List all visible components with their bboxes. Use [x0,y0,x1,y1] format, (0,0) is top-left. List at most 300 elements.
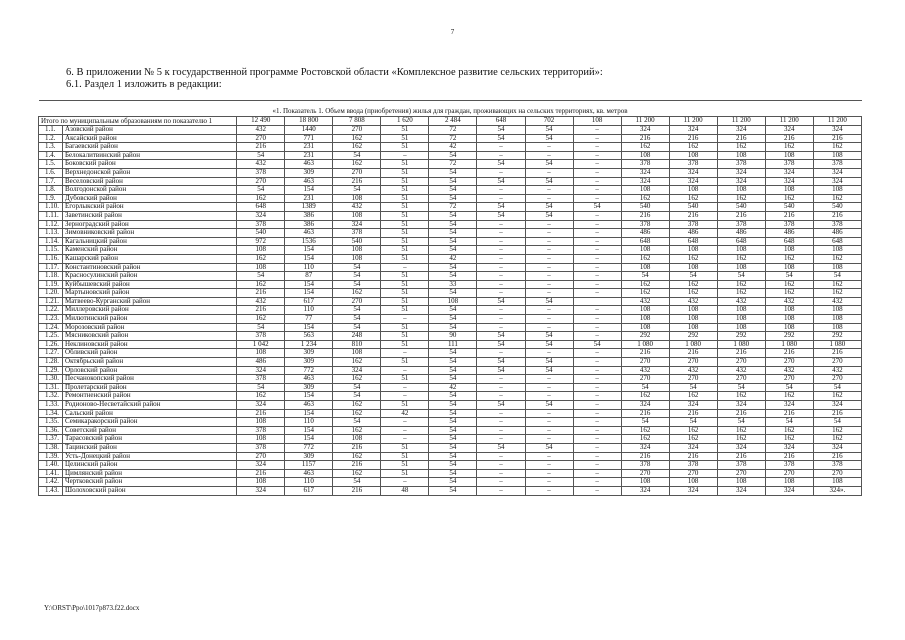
value-cell: 54 [477,443,525,452]
value-cell: 108 [717,323,765,332]
value-cell: 324 [621,443,669,452]
value-cell: – [381,478,429,487]
value-cell: 1 042 [237,340,285,349]
value-cell: 1 080 [813,340,861,349]
value-cell: 54 [669,418,717,427]
value-cell: 162 [621,194,669,203]
value-cell: – [381,263,429,272]
value-cell: 162 [813,289,861,298]
value-cell: – [573,168,621,177]
value-cell: 54 [429,323,477,332]
value-cell: 216 [717,409,765,418]
value-cell: 463 [285,469,333,478]
value-cell: – [525,478,573,487]
value-cell: 292 [717,332,765,341]
value-cell: 486 [621,229,669,238]
value-cell: 54 [525,134,573,143]
value-cell: 54 [333,306,381,315]
district-name: Целинский район [63,461,237,470]
value-cell: 51 [381,469,429,478]
district-name: Верхнедонской район [63,168,237,177]
value-cell: 432 [765,297,813,306]
value-cell: 216 [333,177,381,186]
value-cell: – [573,246,621,255]
value-cell: – [573,134,621,143]
value-cell: 162 [621,280,669,289]
row-number: 1.26. [39,340,63,349]
value-cell: – [477,478,525,487]
district-name: Шолоховский район [63,486,237,495]
value-cell: – [573,306,621,315]
value-cell: 154 [285,254,333,263]
value-cell: 463 [285,401,333,410]
district-name: Кашарский район [63,254,237,263]
value-cell: 162 [237,315,285,324]
value-cell: 54 [429,358,477,367]
value-cell: – [573,409,621,418]
table-row [39,340,862,349]
value-cell: 378 [717,461,765,470]
table-row [39,358,862,367]
value-cell: 110 [285,418,333,427]
value-cell: – [525,168,573,177]
value-cell: 108 [333,211,381,220]
value-cell: 108 [813,246,861,255]
value-cell: 432 [621,297,669,306]
value-cell: 324 [333,220,381,229]
total-cell: 7 808 [333,117,381,126]
value-cell: 54 [621,383,669,392]
value-cell: – [573,418,621,427]
value-cell: 54 [717,272,765,281]
value-cell: – [573,358,621,367]
value-cell: 108 [813,151,861,160]
value-cell: – [381,383,429,392]
value-cell: 108 [813,186,861,195]
table-row [39,151,862,160]
value-cell: – [525,280,573,289]
row-number: 1.33. [39,401,63,410]
value-cell: – [573,289,621,298]
value-cell: 108 [621,263,669,272]
value-cell: 216 [765,409,813,418]
table-row [39,246,862,255]
value-cell: 162 [717,254,765,263]
value-cell: 154 [285,280,333,289]
value-cell: 378 [765,461,813,470]
value-cell: 54 [429,315,477,324]
table-row [39,401,862,410]
value-cell: 270 [813,375,861,384]
table-row [39,418,862,427]
value-cell: 54 [333,280,381,289]
district-name: Кагальницкий район [63,237,237,246]
row-number: 1.38. [39,443,63,452]
value-cell: 432 [237,297,285,306]
value-cell: 54 [429,237,477,246]
value-cell: 54 [333,272,381,281]
value-cell: 54 [333,392,381,401]
table-row [39,323,862,332]
value-cell: 108 [669,263,717,272]
value-cell: 324 [237,401,285,410]
table-row [39,168,862,177]
value-cell: 54 [813,272,861,281]
value-cell: – [477,143,525,152]
value-cell: – [573,263,621,272]
value-cell: 51 [381,323,429,332]
value-cell: 324 [237,461,285,470]
value-cell: – [573,315,621,324]
value-cell: 270 [621,469,669,478]
district-name: Дубовский район [63,194,237,203]
value-cell: 1 080 [669,340,717,349]
total-cell: 11 200 [669,117,717,126]
table-row [39,254,862,263]
value-cell: 108 [765,323,813,332]
value-cell: 231 [285,194,333,203]
value-cell: – [573,349,621,358]
district-name: Зерноградский район [63,220,237,229]
district-name: Аксайский район [63,134,237,143]
value-cell: 378 [813,461,861,470]
value-cell: – [573,151,621,160]
value-cell: 108 [237,246,285,255]
value-cell: 162 [333,358,381,367]
row-number: 1.4. [39,151,63,160]
value-cell: 309 [285,452,333,461]
value-cell: 216 [669,452,717,461]
value-cell: – [525,237,573,246]
value-cell: 216 [621,211,669,220]
value-cell: 270 [813,358,861,367]
value-cell: 108 [813,323,861,332]
value-cell: 54 [429,194,477,203]
value-cell: 216 [717,349,765,358]
value-cell: – [477,486,525,495]
value-cell: 108 [669,315,717,324]
row-number: 1.9. [39,194,63,203]
value-cell: – [525,392,573,401]
value-cell: 54 [429,272,477,281]
value-cell: 972 [237,237,285,246]
value-cell: 324 [621,126,669,135]
value-cell: 51 [381,134,429,143]
value-cell: 54 [429,443,477,452]
value-cell: – [477,461,525,470]
value-cell: 54 [237,186,285,195]
value-cell: 51 [381,297,429,306]
indicator-table-wrap [38,100,862,496]
row-number: 1.35. [39,418,63,427]
value-cell: 1 234 [285,340,333,349]
value-cell: 270 [813,469,861,478]
value-cell: 54 [525,211,573,220]
value-cell: 486 [237,358,285,367]
value-cell: 33 [429,280,477,289]
value-cell: 162 [669,280,717,289]
value-cell: 54 [429,426,477,435]
value-cell: 162 [765,254,813,263]
footer-file-path: Y:\ORST\Ppo\1017p873.f22.docx [44,604,140,612]
value-cell: 51 [381,143,429,152]
value-cell: 54 [477,126,525,135]
value-cell: 324 [813,443,861,452]
value-cell: 54 [765,272,813,281]
value-cell: 378 [621,461,669,470]
value-cell: 72 [429,160,477,169]
row-number: 1.36. [39,426,63,435]
value-cell: 108 [813,263,861,272]
value-cell: 54 [333,263,381,272]
value-cell: 378 [669,220,717,229]
value-cell: 324 [669,486,717,495]
value-cell: 77 [285,315,333,324]
row-number: 1.40. [39,461,63,470]
value-cell: – [381,426,429,435]
value-cell: 54 [477,358,525,367]
value-cell: 54 [573,203,621,212]
value-cell: 162 [765,194,813,203]
value-cell: 309 [285,358,333,367]
value-cell: 54 [429,401,477,410]
value-cell: 42 [429,254,477,263]
value-cell: 324 [717,168,765,177]
value-cell: 54 [429,263,477,272]
value-cell: – [573,461,621,470]
row-number: 1.12. [39,220,63,229]
value-cell: 162 [669,435,717,444]
value-cell: 54 [477,134,525,143]
value-cell: 432 [813,297,861,306]
value-cell: 54 [525,366,573,375]
value-cell: 162 [333,409,381,418]
table-row [39,375,862,384]
value-cell: 108 [333,246,381,255]
value-cell: 270 [237,452,285,461]
value-cell: 51 [381,375,429,384]
value-cell: 486 [813,229,861,238]
value-cell: 270 [669,469,717,478]
value-cell: 162 [621,426,669,435]
value-cell: 51 [381,332,429,341]
value-cell: – [573,366,621,375]
district-name: Милютинский район [63,315,237,324]
district-name: Матвеево-Курганский район [63,297,237,306]
value-cell: 51 [381,229,429,238]
table-row [39,383,862,392]
value-cell: 378 [237,426,285,435]
value-cell: 216 [813,349,861,358]
district-name: Октябрьский район [63,358,237,367]
table-row [39,186,862,195]
table-row [39,297,862,306]
table-row [39,392,862,401]
value-cell: 162 [669,194,717,203]
row-number: 1.27. [39,349,63,358]
value-cell: 463 [285,229,333,238]
value-cell: – [477,435,525,444]
row-number: 1.6. [39,168,63,177]
value-cell: – [573,375,621,384]
value-cell: – [381,392,429,401]
value-cell: 216 [669,409,717,418]
value-cell: 324 [765,401,813,410]
total-cell: 1 620 [381,117,429,126]
total-cell: 2 484 [429,117,477,126]
value-cell: – [573,478,621,487]
value-cell: 648 [765,237,813,246]
value-cell: 108 [669,478,717,487]
value-cell: 162 [621,254,669,263]
district-name: Тацинский район [63,443,237,452]
value-cell: 324 [669,126,717,135]
value-cell: 162 [669,289,717,298]
value-cell: 54 [525,177,573,186]
value-cell: – [525,461,573,470]
table-caption: «1. Показатель 1. Объем ввода (приобретения) жилья для граждан, проживающих на сельских территориях, кв. метров [39,105,862,117]
value-cell: 378 [237,220,285,229]
value-cell: 54 [477,177,525,186]
value-cell: 540 [237,229,285,238]
row-number: 1.25. [39,332,63,341]
value-cell: 162 [717,280,765,289]
value-cell: 540 [765,203,813,212]
value-cell: 292 [669,332,717,341]
value-cell: 108 [669,323,717,332]
value-cell: 324 [669,177,717,186]
value-cell: – [477,426,525,435]
value-cell: 51 [381,280,429,289]
value-cell: 270 [621,358,669,367]
value-cell: 42 [429,383,477,392]
value-cell: 386 [285,211,333,220]
value-cell: 54 [621,272,669,281]
district-name: Красносулинский район [63,272,237,281]
value-cell: 540 [621,203,669,212]
value-cell: 324 [717,401,765,410]
value-cell: – [525,263,573,272]
value-cell: 108 [717,315,765,324]
value-cell: 463 [285,177,333,186]
table-row [39,426,862,435]
row-number: 1.17. [39,263,63,272]
value-cell: – [477,409,525,418]
value-cell: – [477,151,525,160]
value-cell: 108 [621,306,669,315]
value-cell: – [525,452,573,461]
value-cell: 51 [381,306,429,315]
value-cell: 324 [237,366,285,375]
value-cell: – [573,435,621,444]
row-number: 1.43. [39,486,63,495]
value-cell: 162 [621,392,669,401]
table-row [39,435,862,444]
value-cell: 154 [285,246,333,255]
value-cell: 72 [429,203,477,212]
value-cell: 324 [669,443,717,452]
value-cell: 432 [765,366,813,375]
value-cell: 51 [381,194,429,203]
value-cell: 54 [525,332,573,341]
value-cell: 42 [381,409,429,418]
value-cell: 162 [333,143,381,152]
value-cell: 54 [765,383,813,392]
table-row [39,220,862,229]
value-cell: 162 [333,375,381,384]
value-cell: 54 [477,160,525,169]
value-cell: 108 [813,306,861,315]
value-cell: 378 [717,160,765,169]
value-cell: 54 [429,168,477,177]
value-cell: 162 [813,280,861,289]
value-cell: 216 [717,134,765,143]
value-cell: 162 [717,392,765,401]
value-cell: 54 [333,383,381,392]
value-cell: 432 [669,366,717,375]
table-row [39,409,862,418]
value-cell: 324 [765,443,813,452]
value-cell: 54 [525,126,573,135]
value-cell: 216 [621,452,669,461]
value-cell: 51 [381,246,429,255]
value-cell: 54 [525,401,573,410]
value-cell: 162 [765,426,813,435]
row-number: 1.11. [39,211,63,220]
value-cell: 324 [621,168,669,177]
row-number: 1.30. [39,375,63,384]
value-cell: 216 [333,443,381,452]
value-cell: – [525,246,573,255]
district-name: Орловский район [63,366,237,375]
value-cell: 216 [717,452,765,461]
value-cell: – [525,151,573,160]
value-cell: – [477,186,525,195]
value-cell: 270 [621,375,669,384]
value-cell: 324 [621,401,669,410]
district-name: Миллеровский район [63,306,237,315]
value-cell: – [477,194,525,203]
district-name: Мясниковский район [63,332,237,341]
value-cell: 162 [333,401,381,410]
value-cell: 216 [621,134,669,143]
value-cell: 54 [813,418,861,427]
value-cell: 270 [669,375,717,384]
value-cell: 1 080 [717,340,765,349]
district-name: Родионово-Несветайский район [63,401,237,410]
value-cell: 432 [813,366,861,375]
value-cell: – [525,289,573,298]
value-cell: – [573,443,621,452]
value-cell: 154 [285,392,333,401]
value-cell: 216 [237,469,285,478]
value-cell: 54 [237,383,285,392]
value-cell: 216 [717,211,765,220]
row-number: 1.41. [39,469,63,478]
value-cell: 216 [621,409,669,418]
value-cell: 51 [381,401,429,410]
heading-section: 6.1. Раздел 1 изложить в редакции: [66,79,222,90]
value-cell: 378 [237,375,285,384]
value-cell: 108 [813,315,861,324]
value-cell: – [525,194,573,203]
value-cell: 54 [429,469,477,478]
total-cell: 11 200 [621,117,669,126]
value-cell: 1 080 [765,340,813,349]
row-number: 1.13. [39,229,63,238]
value-cell: 648 [717,237,765,246]
value-cell: – [381,418,429,427]
